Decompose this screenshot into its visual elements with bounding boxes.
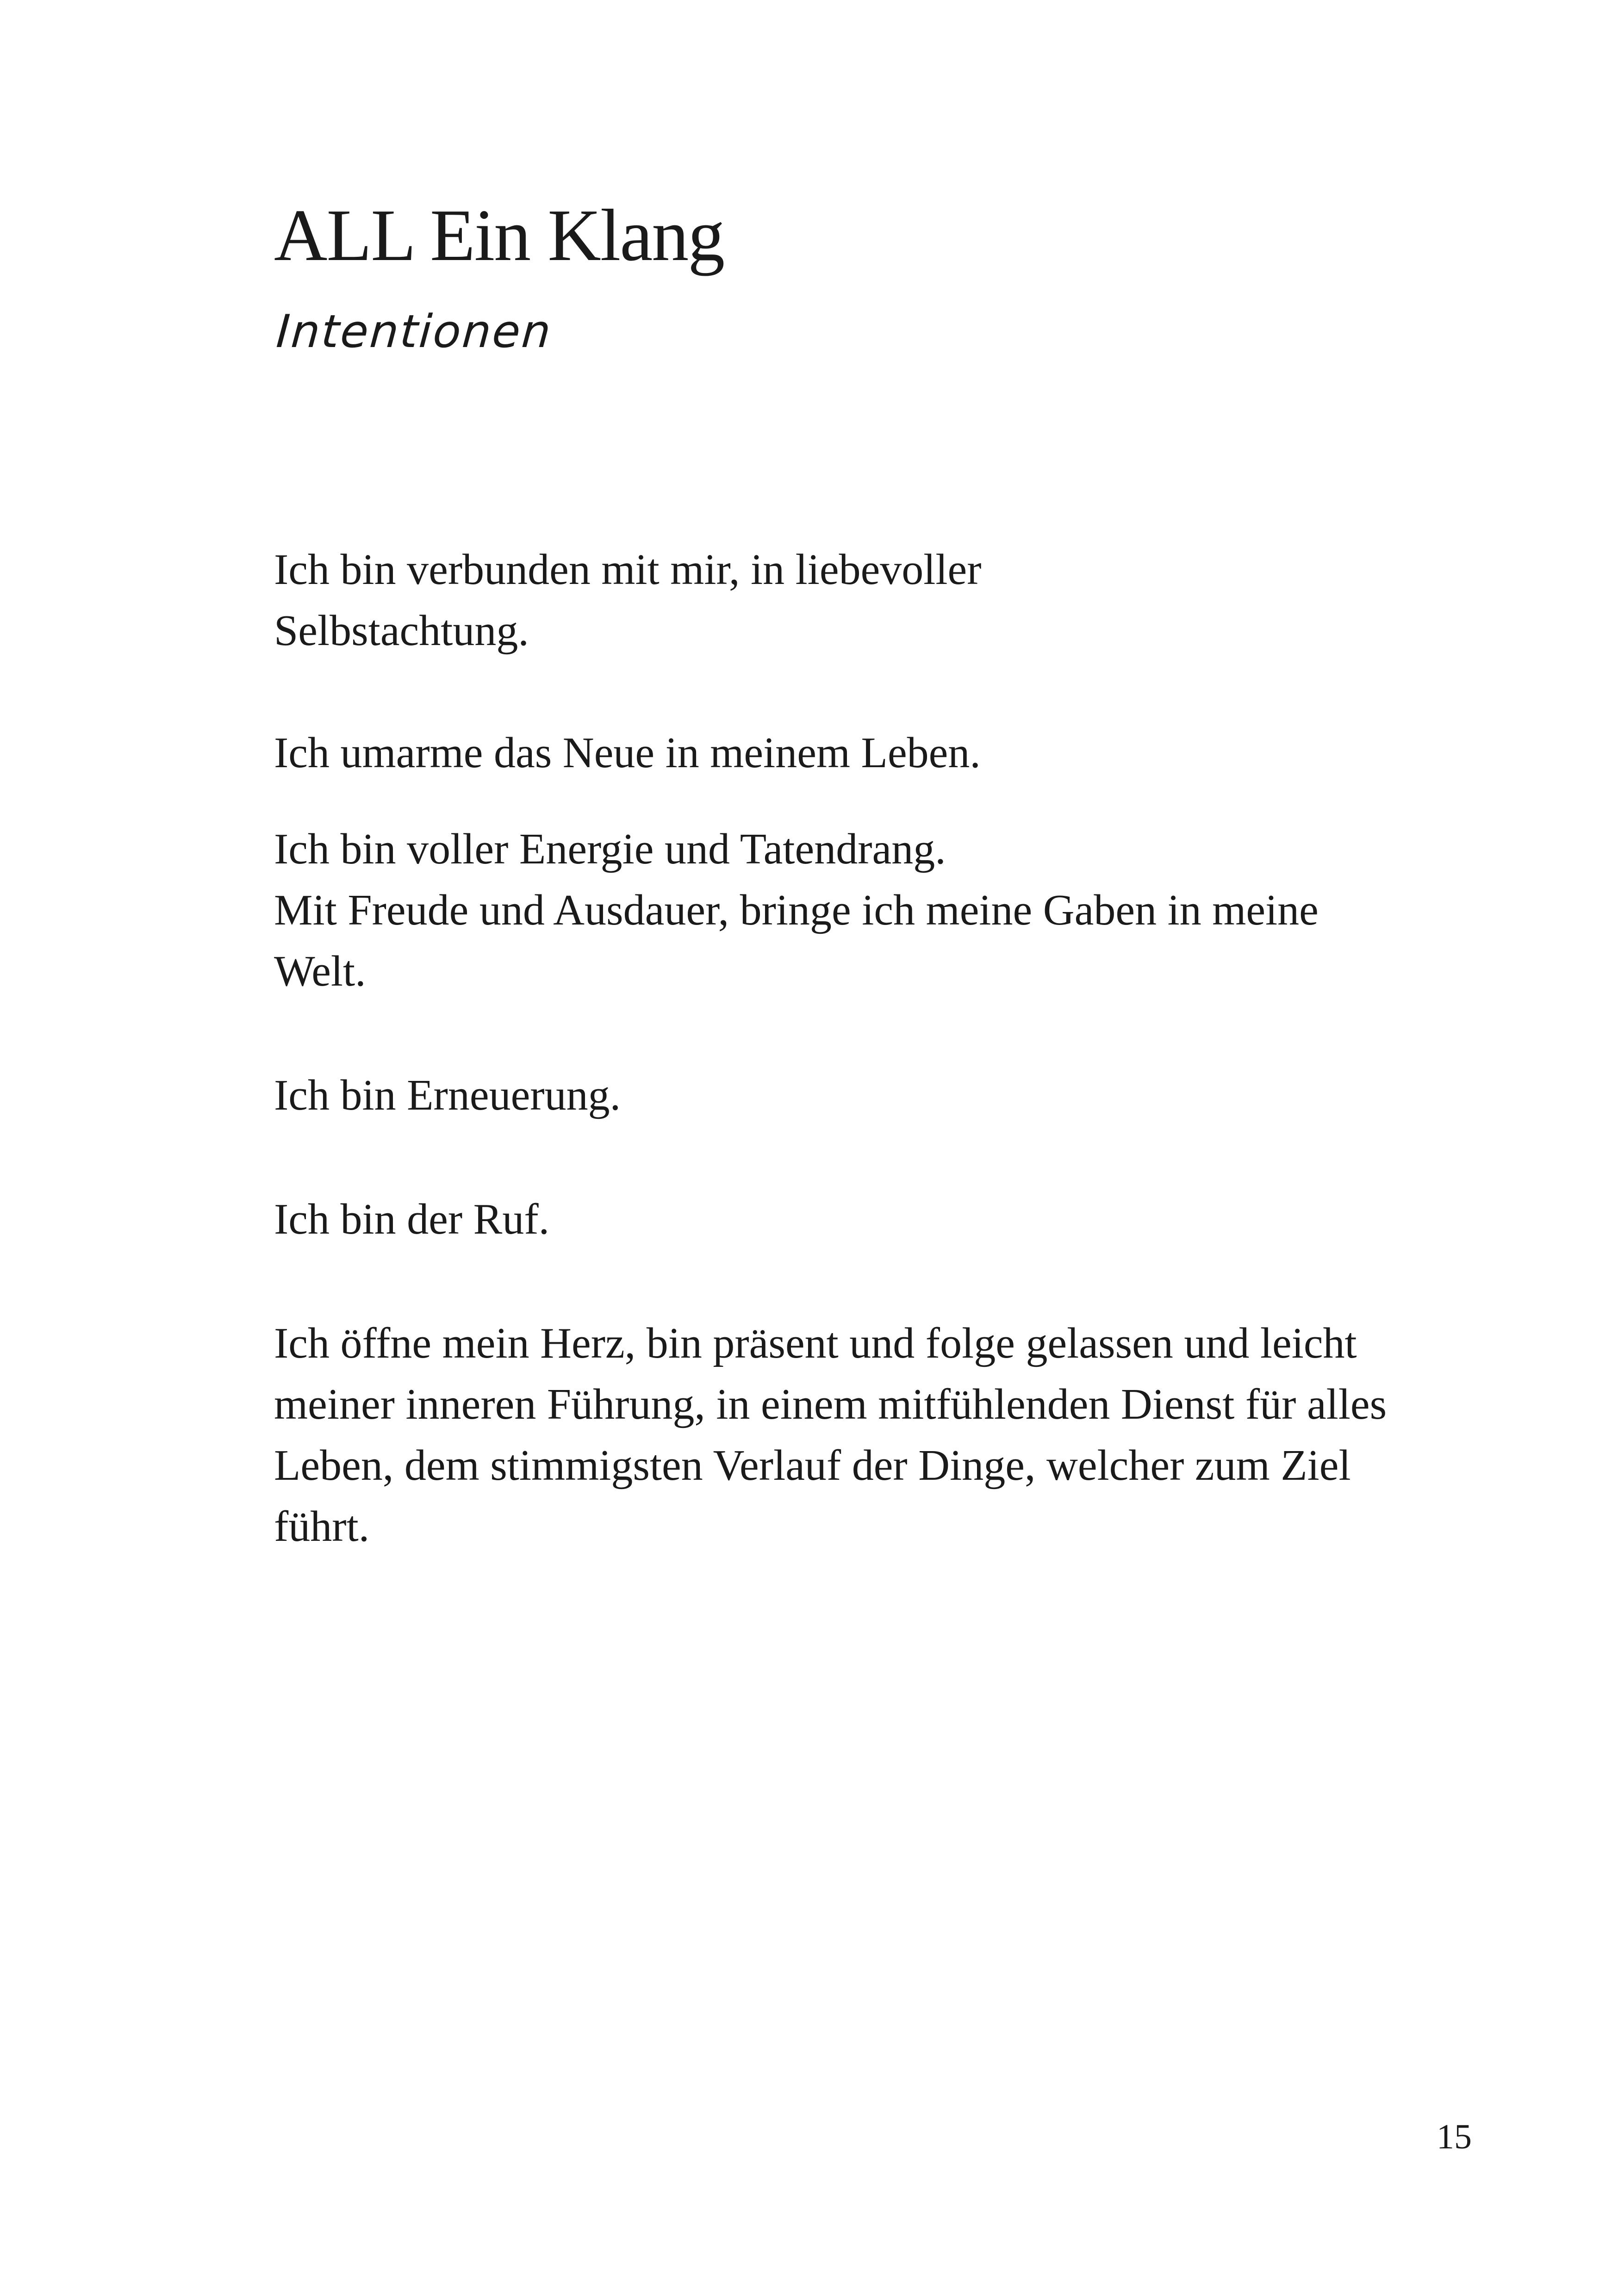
text-line: Mit Freude und Ausdauer, bringe ich meine Gaben in meine xyxy=(274,886,1319,934)
stanza-3 xyxy=(274,819,1487,1002)
text-line: Leben, dem stimmigsten Verlauf der Dinge, welcher zum Ziel xyxy=(274,1441,1351,1489)
page-subtitle: Intentionen xyxy=(274,305,554,358)
stanza-5 xyxy=(274,1189,1487,1250)
text-line: Selbstachtung. xyxy=(274,607,529,655)
text-line: führt. xyxy=(274,1502,370,1551)
page-title: ALL Ein Klang xyxy=(274,194,724,276)
stanza-4 xyxy=(274,1065,1487,1126)
stanza-2 xyxy=(274,722,1487,783)
stanza-6 xyxy=(274,1313,1487,1557)
text-line: Welt. xyxy=(274,947,366,995)
stanza-1 xyxy=(274,539,1487,661)
text-line: Ich bin voller Energie und Tatendrang. xyxy=(274,825,946,873)
text-line: Ich bin der Ruf. xyxy=(274,1195,550,1243)
text-line: Ich bin Erneuerung. xyxy=(274,1071,621,1119)
text-line: Ich bin verbunden mit mir, in liebevoller xyxy=(274,546,982,594)
text-line: meiner inneren Führung, in einem mitfühlenden Dienst für alles xyxy=(274,1380,1387,1428)
text-line: Ich öffne mein Herz, bin präsent und folge gelassen und leicht xyxy=(274,1319,1357,1367)
text-line: Ich umarme das Neue in meinem Leben. xyxy=(274,729,981,777)
page-number: 15 xyxy=(1437,2117,1472,2156)
body-text xyxy=(274,539,1487,1557)
